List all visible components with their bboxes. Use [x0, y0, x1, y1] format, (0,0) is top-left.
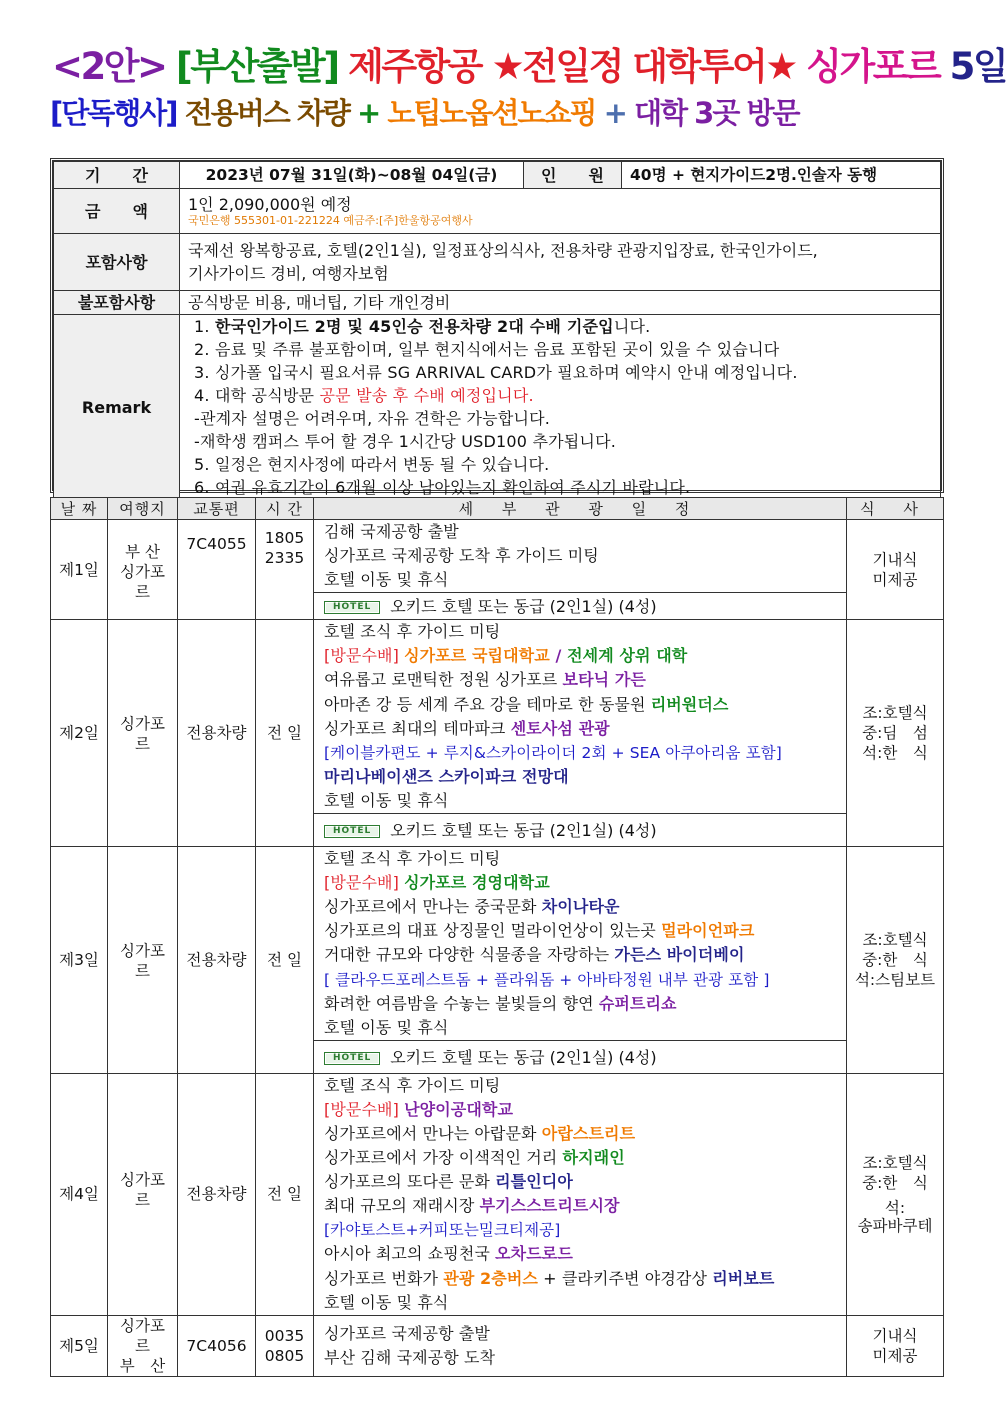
- hotel-icon: HOTEL: [324, 825, 380, 838]
- remark-item: 2. 음료 및 주류 불포함이며, 일부 현지식에서는 음료 포함된 곳이 있을 수 있습니다: [194, 340, 780, 359]
- transport-cell: 7C4056: [178, 1315, 256, 1376]
- days-label: 5일: [949, 45, 1006, 88]
- transport-cell: 7C4055: [178, 520, 256, 620]
- place-cell: 싱가포 르: [108, 847, 178, 1074]
- place-cell: 부 산 싱가포 르: [108, 520, 178, 620]
- day-cell: 제4일: [51, 1073, 108, 1315]
- included-label: 포함사항: [54, 234, 180, 291]
- people-label: 인 원: [524, 162, 622, 189]
- header-date: 날 짜: [51, 498, 108, 520]
- hotel-icon: HOTEL: [324, 601, 380, 614]
- plan-label: <2안>: [52, 45, 166, 88]
- plus-sign: +: [603, 96, 626, 130]
- airline-label: 제주항공: [348, 45, 482, 88]
- transport-cell: 전용차량: [178, 847, 256, 1074]
- place-cell: 싱가포 르: [108, 1073, 178, 1315]
- excluded-value: 공식방문 비용, 매너팁, 기타 개인경비: [180, 291, 941, 315]
- detail-cell: 김해 국제공항 출발 싱가포르 국제공항 도착 후 가이드 미팅 호텔 이동 및 휴식 HOTEL 오키드 호텔 또는 동급 (2인1실) (4성): [314, 520, 847, 620]
- bank-account: 국민은행 555301-01-221224 예금주:[주]한울항공여행사: [188, 213, 473, 227]
- remark-item: 3. 싱가폴 입국시 필요서류 SG ARRIVAL CARD가 필요하며 예약시 안내 예정입니다.: [194, 363, 798, 382]
- table-row: [51, 1073, 944, 1315]
- day-cell: 제2일: [51, 620, 108, 847]
- period-value: 2023년 07월 31일(화)~08월 04일(금): [180, 162, 524, 189]
- meal-cell: 조:호텔식 중:딤 섬 석:한 식: [847, 620, 944, 847]
- remark-label: Remark: [54, 315, 180, 500]
- remark-item: 4. 대학 공식방문 공문 발송 후 수배 예정입니다.: [194, 386, 534, 405]
- star-icon: ★: [491, 45, 523, 88]
- meal-cell: 기내식 미제공: [847, 520, 944, 620]
- detail-cell: 호텔 조식 후 가이드 미팅 [방문수배] 난양이공대학교 싱가포르에서 만나는 아랍문화 아랍스트리트 싱가포르에서 가장 이색적인 거리 하지래인 싱가포르의 또다른 문화 리틀인디아 최대 규모의 재래시장 부기스스트리트시장 [카야토스트+커피또는밀크티제공] 아시아 최고의 쇼핑천국 오차드로드 싱가포르 번화가 관광 2층버스 + 클라키주변 야경감상 리버보트 호텔 이동 및 휴식: [314, 1073, 847, 1315]
- remark-item: 5. 일정은 현지사정에 따라서 변동 될 수 있습니다.: [194, 455, 550, 474]
- plus-sign: +: [356, 96, 380, 130]
- transport-cell: 전용차량: [178, 1073, 256, 1315]
- day-cell: 제3일: [51, 847, 108, 1074]
- place-cell: 싱가포 르: [108, 620, 178, 847]
- header-time: 시 간: [256, 498, 314, 520]
- star-icon: ★: [765, 45, 796, 88]
- destination-label: 싱가포르: [806, 45, 940, 88]
- remark-item: 1. 한국인가이드 2명 및 45인승 전용차량 2대 수배 기준입니다.: [194, 317, 651, 336]
- meal-cell: 조:호텔식 중:한 식 석:스팀보트: [847, 847, 944, 1074]
- info-table: [50, 158, 944, 497]
- meal-cell: 조:호텔식 중:한 식 석: 송파바쿠테: [847, 1073, 944, 1315]
- time-cell: 전 일: [256, 1073, 314, 1315]
- meal-cell: 기내식 미제공: [847, 1315, 944, 1376]
- price-value: 1인 2,090,000원 예정: [188, 194, 352, 214]
- detail-cell: 싱가포르 국제공항 출발 부산 김해 국제공항 도착: [314, 1315, 847, 1376]
- hotel-icon: HOTEL: [324, 1052, 380, 1065]
- detail-cell: 호텔 조식 후 가이드 미팅 [방문수배] 싱가포르 경영대학교 싱가포르에서 만나는 중국문화 차이나타운 싱가포르의 대표 상징물인 멀라이언상이 있는곳 멀라이언파크 거대한 규모와 다양한 식물종을 자랑하는 가든스 바이더베이 [ 클라우드포레스트돔 + 플라워돔 + 아바타정원 내부 관광 포함 ] 화려한 여름밤을 수놓는 불빛들의 향연 슈퍼트리쇼 호텔 이동 및 휴식 HOTEL 오키드 호텔 또는 동급 (2인1실) (4성): [314, 847, 847, 1074]
- excluded-label: 불포함사항: [54, 291, 180, 315]
- bus-label: 전용버스 차량: [184, 96, 349, 130]
- included-line-2: 기사가이드 경비, 여행자보험: [188, 264, 389, 283]
- header-details: 세 부 관 광 일 정: [314, 498, 847, 520]
- header-place: 여행지: [108, 498, 178, 520]
- table-row: [51, 847, 944, 1074]
- remark-item: -재학생 캠퍼스 투어 할 경우 1시간당 USD100 추가됩니다.: [194, 432, 617, 451]
- hotel-row: HOTEL 오키드 호텔 또는 동급 (2인1실) (4성): [314, 1040, 846, 1073]
- hotel-row: HOTEL 오키드 호텔 또는 동급 (2인1실) (4성): [314, 592, 846, 619]
- header-transport: 교통편: [178, 498, 256, 520]
- schedule-table: [50, 497, 944, 1375]
- detail-cell: 호텔 조식 후 가이드 미팅 [방문수배] 싱가포르 국립대학교 / 전세계 상위 대학 여유롭고 로맨틱한 정원 싱가포르 보타닉 가든 아마존 강 등 세계 주요 강을 테마로 한 동물원 리버원더스 싱가포르 최대의 테마파크 센토사섬 관광 [케이블카편도 + 루지&스카이라이더 2회 + SEA 아쿠아리움 포함] 마리나베이샌즈 스카이파크 전망대 호텔 이동 및 휴식 HOTEL 오키드 호텔 또는 동급 (2인1실) (4성): [314, 620, 847, 847]
- transport-cell: 전용차량: [178, 620, 256, 847]
- day-cell: 제5일: [51, 1315, 108, 1376]
- remark-item: -관계자 설명은 어려우며, 자유 견학은 가능합니다.: [194, 409, 551, 428]
- noshop-label: 노팁노옵션노쇼핑: [387, 96, 596, 130]
- page-title: [52, 44, 1006, 90]
- page-subtitle: [50, 94, 799, 132]
- time-cell: 전 일: [256, 847, 314, 1074]
- tour-label: 전일정 대학투어: [522, 45, 766, 88]
- day-cell: 제1일: [51, 520, 108, 620]
- hotel-row: HOTEL 오키드 호텔 또는 동급 (2인1실) (4성): [314, 813, 846, 846]
- table-row: [51, 1315, 944, 1376]
- departure-label: [부산출발]: [175, 45, 338, 88]
- time-cell: 0035 0805: [256, 1315, 314, 1376]
- remark-item: 6. 여권 유효기간이 6개월 이상 남아있는지 확인하여 주시기 바랍니다.: [194, 478, 691, 497]
- period-label: 기 간: [54, 162, 180, 189]
- place-cell: 싱가포 르 부 산: [108, 1315, 178, 1376]
- table-row: [51, 620, 944, 847]
- solo-label: [단독행사]: [50, 96, 177, 130]
- time-cell: 1805 2335: [256, 520, 314, 620]
- table-row: [51, 520, 944, 620]
- people-value: 40명 + 현지가이드2명.인솔자 동행: [622, 162, 941, 189]
- price-label: 금 액: [54, 189, 180, 234]
- header-meals: 식 사: [847, 498, 944, 520]
- included-line-1: 국제선 왕복항공료, 호텔(2인1실), 일정표상의식사, 전용차량 관광지입장료, 한국인가이드,: [188, 241, 818, 260]
- time-cell: 전 일: [256, 620, 314, 847]
- university-label: 대학 3곳 방문: [634, 96, 799, 130]
